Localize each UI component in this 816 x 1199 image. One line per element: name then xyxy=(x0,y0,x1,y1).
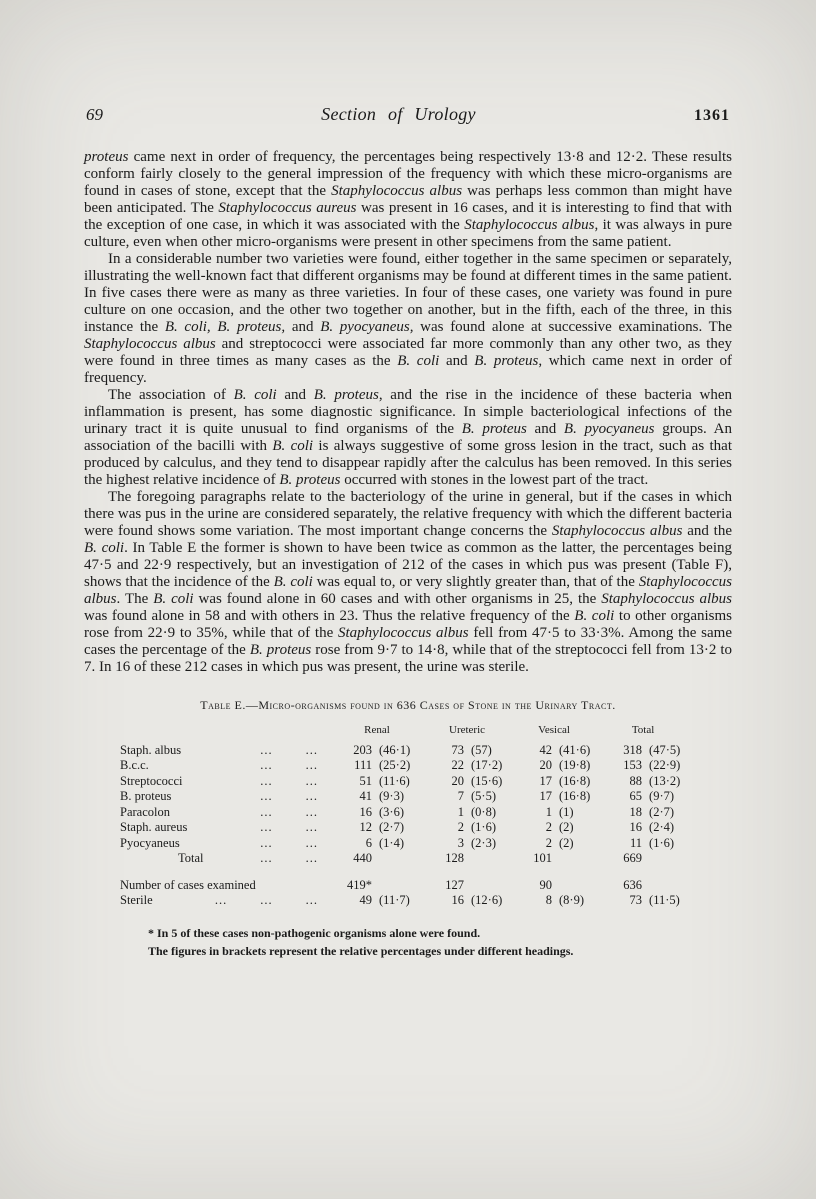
table-header-row xyxy=(120,723,690,743)
percentage-value xyxy=(552,851,596,867)
percentage-value: (2·7) xyxy=(649,804,675,819)
count-value: 42 xyxy=(539,742,553,757)
row-label: Staph. albus xyxy=(120,742,182,757)
count-value: 1 xyxy=(457,804,465,819)
count-value: 8 xyxy=(545,893,553,907)
italic-term: B. coli xyxy=(233,387,277,403)
percentage-value: (5·5) xyxy=(471,789,497,803)
percentage-value: (2·4) xyxy=(649,820,675,834)
count-value: 153 xyxy=(623,758,643,772)
row-label: Pyocyaneus xyxy=(120,835,180,850)
percentage-value: (46·1) xyxy=(379,742,411,757)
count-value: 101 xyxy=(533,851,553,865)
count-value: 6 xyxy=(365,835,372,850)
count-value: 11 xyxy=(629,835,643,850)
italic-term: B. coli xyxy=(397,353,440,369)
dot-leaders: ... ... xyxy=(260,789,318,803)
italic-term: Staphylococcus albus xyxy=(464,217,595,233)
percentage-value: (2) xyxy=(559,835,574,850)
table-row xyxy=(120,836,690,852)
results-table xyxy=(120,723,690,909)
italic-term: B. proteus xyxy=(313,387,379,403)
percentage-value xyxy=(642,867,690,894)
running-title: Section of Urology xyxy=(321,104,476,124)
count-value: 73 xyxy=(629,893,643,907)
percentage-value: (19·8) xyxy=(559,758,591,772)
count-value: 16 xyxy=(451,893,465,907)
count-value: 127 xyxy=(445,877,465,892)
table-row xyxy=(120,743,690,759)
row-label: B.c.c. xyxy=(120,758,149,772)
count-value: 17 xyxy=(539,789,553,803)
count-value: 7 xyxy=(457,789,465,803)
percentage-value: (13·2) xyxy=(649,773,681,788)
italic-term: B. coli xyxy=(153,591,194,607)
italic-term: B. proteus xyxy=(474,353,539,369)
dot-leaders: ... ... xyxy=(260,804,318,819)
row-label: Staph. aureus xyxy=(120,820,188,834)
row-label-cell xyxy=(120,836,332,852)
count-value: 41 xyxy=(359,789,372,803)
percentage-value: (1·4) xyxy=(379,835,404,850)
percentage-value: (11·6) xyxy=(379,773,410,788)
count-value: 90 xyxy=(539,877,553,892)
percentage-value: (11·5) xyxy=(649,893,680,907)
table-row xyxy=(120,820,690,836)
italic-term: B. coli, B. proteus, xyxy=(164,319,286,335)
body-paragraph: In a considerable number two varieties were found, either together in the same specimen or separately, illustrating the well-known fact that different organisms may be found at different times in the same patient. In five cases there were as many as three varieties. In four of these cases, one variety was found in pure culture on one occasion, and the other two together on another, but in the fifth, each of the three, in this instance the B. coli, B. proteus, and B. pyocyaneus, was found alone at successive examinations. The Staphylococcus albus and streptococci were associated far more commonly than any other two, as they were found in three times as many cases as the B. coli and B. proteus, which came next in order of frequency. xyxy=(84,251,733,386)
count-value: 3 xyxy=(457,835,465,850)
row-label-cell xyxy=(120,820,332,836)
table-row xyxy=(120,851,690,867)
count-value: 20 xyxy=(451,773,465,788)
count-value: 636 xyxy=(623,877,643,892)
count-value: 65 xyxy=(629,789,643,803)
italic-term: Staphylococcus albus xyxy=(84,336,216,352)
count-value: 419* xyxy=(347,877,372,892)
percentage-value: (57) xyxy=(471,742,492,757)
page-number-left: 69 xyxy=(86,105,103,124)
article-body xyxy=(84,149,732,676)
count-value: 1 xyxy=(545,804,553,819)
dot-leaders: ... ... xyxy=(260,835,318,850)
count-value: 20 xyxy=(539,758,553,772)
percentage-value: (2) xyxy=(559,820,574,834)
percentage-value: (47·5) xyxy=(649,742,681,757)
table-row xyxy=(120,805,690,821)
percentage-value: (11·7) xyxy=(379,893,410,907)
dot-leaders: ... ... xyxy=(260,742,318,757)
column-header-total: Total xyxy=(631,724,655,736)
label-column-header xyxy=(120,723,332,743)
count-value: 88 xyxy=(629,773,643,788)
percentage-value xyxy=(464,867,512,894)
row-label: Streptococci xyxy=(120,773,183,788)
count-value: 440 xyxy=(353,851,372,865)
row-label-cell xyxy=(120,867,332,894)
italic-term: Staphylococcus albus xyxy=(331,183,463,199)
table-title: Table E.—Micro-organisms found in 636 Cases of Stone in the Urinary Tract. xyxy=(200,698,616,712)
body-paragraph: The foregoing paragraphs relate to the bacteriology of the urine in general, but if the cases in which there was pus in the urine are considered separately, the relative frequency with which the different bacteria were found shows some variation. The most important change concerns the Staphylococcus albus and the B. coli. In Table E the former is shown to have been twice as common as the latter, the percentages being 47·5 and 22·9 respectively, but an investigation of 212 of the cases in which pus was present (Table F), shows that the incidence of the B. coli was equal to, or very slightly greater than, that of the Staphylococcus albus. The B. coli was found alone in 60 cases and with other organisms in 25, the Staphylococcus albus was found alone in 58 and with others in 23. Thus the relative frequency of the B. coli to other organisms rose from 22·9 to 35%, while that of the Staphylococcus albus fell from 47·5 to 33·3%. Among the same cases the percentage of the B. proteus rose from 9·7 to 14·8, while that of the streptococci fell from 13·2 to 7. In 16 of these 212 cases in which pus was present, the urine was sterile. xyxy=(84,489,733,675)
body-paragraph: proteus came next in order of frequency, the percentages being respectively 13·8 and 12·2. These results conform fairly closely to the general impression of the frequency with which these micro-organisms are found in cases of stone, except that the Staphylococcus albus was perhaps less common than might have been anticipated. The Staphylococcus aureus was present in 16 cases, and it is interesting to find that with the exception of one case, in which it was associated with the Staphylococcus albus, it was always in pure culture, even when other micro-organisms were present in other specimens from the same patient. xyxy=(84,149,732,250)
percentage-value: (2·7) xyxy=(379,820,404,834)
count-value: 73 xyxy=(451,742,465,757)
dot-leaders: ... ... xyxy=(260,851,318,865)
percentage-value: (16·8) xyxy=(559,789,591,803)
row-label-cell xyxy=(120,743,332,759)
italic-term: Staphylococcus albus xyxy=(84,574,732,607)
count-value: 2 xyxy=(545,820,553,834)
count-value: 2 xyxy=(457,820,465,834)
percentage-value xyxy=(372,867,422,894)
column-header-ureteric: Ureteric xyxy=(449,724,486,736)
italic-term: B. proteus xyxy=(249,642,312,658)
percentage-value: (1·6) xyxy=(471,820,497,834)
row-label: Total xyxy=(178,851,204,865)
count-value: 12 xyxy=(359,820,372,834)
column-header-renal: Renal xyxy=(364,724,390,736)
count-value: 51 xyxy=(359,773,372,788)
table-row xyxy=(120,893,690,909)
count-value: 669 xyxy=(623,851,643,865)
count-value: 22 xyxy=(451,758,465,772)
table-row xyxy=(120,789,690,805)
percentage-value xyxy=(372,851,422,867)
percentage-value: (9·7) xyxy=(649,789,675,803)
count-value: 18 xyxy=(629,804,643,819)
count-value: 49 xyxy=(359,893,372,907)
italic-term: B. coli xyxy=(272,438,314,454)
page-number-right: 1361 xyxy=(694,107,730,124)
percentage-value: (2·3) xyxy=(471,835,497,850)
italic-term: B. coli xyxy=(273,574,313,590)
table-row xyxy=(120,867,690,894)
count-value: 203 xyxy=(353,742,372,757)
count-value: 2 xyxy=(545,835,553,850)
page-header xyxy=(84,104,732,125)
table-row xyxy=(120,758,690,774)
italic-term: proteus xyxy=(84,149,129,165)
italic-term: B. coli xyxy=(84,540,125,556)
footnote-asterisk: * In 5 of these cases non-pathogenic organisms alone were found. xyxy=(148,925,481,940)
count-value: 16 xyxy=(359,804,372,819)
percentage-value xyxy=(464,851,512,867)
percentage-value: (22·9) xyxy=(649,758,681,772)
italic-term: Staphylococcus albus xyxy=(338,625,469,641)
percentage-value: (25·2) xyxy=(379,758,411,772)
row-label: Sterile xyxy=(120,893,153,907)
percentage-value: (3·6) xyxy=(379,804,404,819)
table-e-section xyxy=(84,698,732,960)
row-label-cell xyxy=(120,851,332,867)
percentage-value: (1·6) xyxy=(649,835,675,850)
italic-term: B. proteus xyxy=(279,472,341,488)
count-value: 318 xyxy=(623,742,643,757)
row-label: B. proteus xyxy=(120,789,172,803)
table-footnotes xyxy=(148,924,732,960)
percentage-value: (9·3) xyxy=(379,789,404,803)
row-label: Paracolon xyxy=(120,804,170,819)
count-value: 16 xyxy=(629,820,643,834)
dot-leaders: ... ... xyxy=(260,820,318,834)
percentage-value xyxy=(552,867,596,894)
column-header-vesical: Vesical xyxy=(538,724,570,736)
italic-term: B. coli xyxy=(574,608,615,624)
percentage-value: (16·8) xyxy=(559,773,591,788)
percentage-value: (1) xyxy=(559,804,574,819)
row-label: Number of cases examined xyxy=(120,877,256,892)
italic-term: Staphylococcus aureus xyxy=(218,200,357,216)
count-value: 17 xyxy=(539,773,553,788)
percentage-value: (15·6) xyxy=(471,773,503,788)
count-value: 128 xyxy=(445,851,465,865)
dot-leaders: ... ... ... xyxy=(214,893,318,907)
percentage-value: (12·6) xyxy=(471,893,503,907)
table-row xyxy=(120,774,690,790)
row-label-cell xyxy=(120,774,332,790)
table-body xyxy=(120,743,690,909)
footnote-brackets: The figures in brackets represent the relative percentages under different headings. xyxy=(148,943,574,958)
italic-term: Staphylococcus albus xyxy=(601,591,733,607)
row-label-cell xyxy=(120,893,332,909)
italic-term: B. pyocyaneus xyxy=(563,421,655,437)
italic-term: B. proteus xyxy=(461,421,527,437)
percentage-value: (8·9) xyxy=(559,893,585,907)
italic-term: Staphylococcus albus xyxy=(551,523,683,539)
body-paragraph: The association of B. coli and B. proteus, and the rise in the incidence of these bacteria when inflammation is present, has some diagnostic significance. In simple bacteriological infections of the urinary tract it is quite unusual to find organisms of the B. proteus and B. pyocyaneus groups. An association of the bacilli with B. coli is always suggestive of some gross lesion in the tract, such as that produced by calculus, and they tend to disappear rapidly after the calculus has been removed. In this series the highest relative incidence of B. proteus occurred with stones in the lowest part of the tract. xyxy=(84,387,733,488)
dot-leaders: ... ... xyxy=(260,773,318,788)
row-label-cell xyxy=(120,789,332,805)
italic-term: B. pyocyaneus, xyxy=(320,319,414,335)
percentage-value: (17·2) xyxy=(471,758,503,772)
row-label-cell xyxy=(120,805,332,821)
percentage-value xyxy=(642,851,690,867)
percentage-value: (41·6) xyxy=(559,742,591,757)
count-value: 111 xyxy=(354,758,372,772)
row-label-cell xyxy=(120,758,332,774)
percentage-value: (0·8) xyxy=(471,804,497,819)
dot-leaders: ... ... xyxy=(260,758,318,772)
